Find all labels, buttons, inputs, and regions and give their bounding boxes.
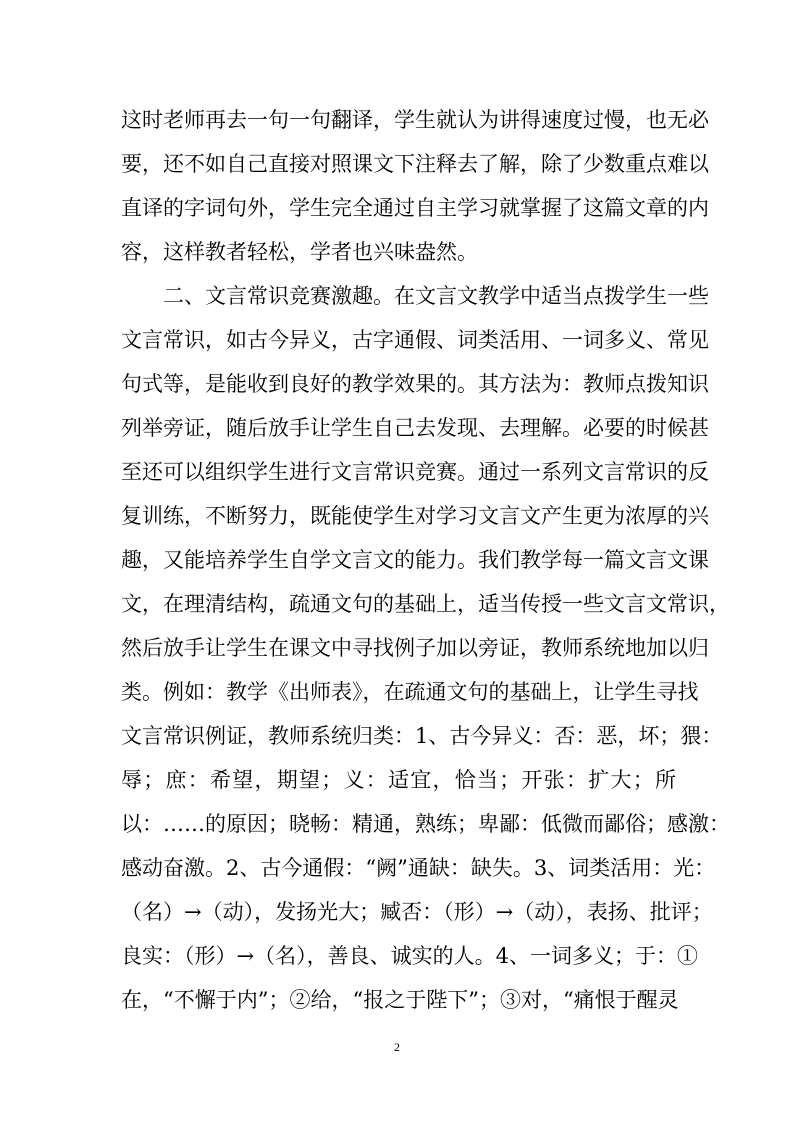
body-text-line: 文，在理清结构，疏通文句的基础上，适当传授一些文言文常识，	[121, 592, 730, 616]
body-text-line: 至还可以组织学生进行文言常识竞赛。通过一系列文言常识的反	[121, 460, 709, 484]
body-text-line: 良实：（形）→（名），善良、诚实的人。4、一词多义；于：①	[121, 944, 698, 968]
body-text-line: 这时老师再去一句一句翻译，学生就认为讲得速度过慢，也无必	[121, 108, 709, 132]
body-text-line: 趣，又能培养学生自学文言文的能力。我们教学每一篇文言文课	[121, 548, 709, 572]
body-text-line: 要，还不如自己直接对照课文下注释去了解，除了少数重点难以	[121, 152, 709, 176]
body-text-line: 列举旁证，随后放手让学生自己去发现、去理解。必要的时候甚	[121, 416, 709, 440]
page-number: 2	[394, 1040, 400, 1054]
body-text-line: 辱；庶：希望，期望；义：适宜，恰当；开张：扩大；所	[121, 768, 676, 792]
body-text-line: 二、文言常识竞赛激趣。在文言文教学中适当点拨学生一些	[121, 284, 709, 308]
body-text-line: 容，这样教者轻松，学者也兴味盎然。	[121, 240, 478, 264]
body-text-line: 直译的字词句外，学生完全通过自主学习就掌握了这篇文章的内	[121, 196, 709, 220]
body-text-line: 句式等，是能收到良好的教学效果的。其方法为：教师点拨知识	[121, 372, 709, 396]
body-text-line: 文言常识，如古今异义，古字通假、词类活用、一词多义、常见	[121, 328, 709, 352]
body-text-line: 类。例如：教学《出师表》，在疏通文句的基础上，让学生寻找	[121, 680, 699, 704]
body-text-line: 以：……的原因；晓畅：精通，熟练；卑鄙：低微而鄙俗；感激：	[121, 812, 730, 836]
body-text-line: 然后放手让学生在课文中寻找例子加以旁证，教师系统地加以归	[121, 636, 709, 660]
body-text-line: 感动奋激。2、古今通假：“阙”通缺：缺失。3、词类活用：光：	[121, 856, 716, 880]
body-text-line: 复训练，不断努力，既能使学生对学习文言文产生更为浓厚的兴	[121, 504, 709, 528]
body-text-line: 在，“不懈于内”；②给，“报之于陛下”；③对，“痛恨于醒灵	[121, 988, 679, 1012]
body-text-line: （名）→（动），发扬光大；臧否：（形）→（动），表扬、批评；	[121, 900, 713, 924]
body-text-line: 文言常识例证，教师系统归类：1、古今异义：否：恶，坏；猥：	[121, 724, 723, 748]
